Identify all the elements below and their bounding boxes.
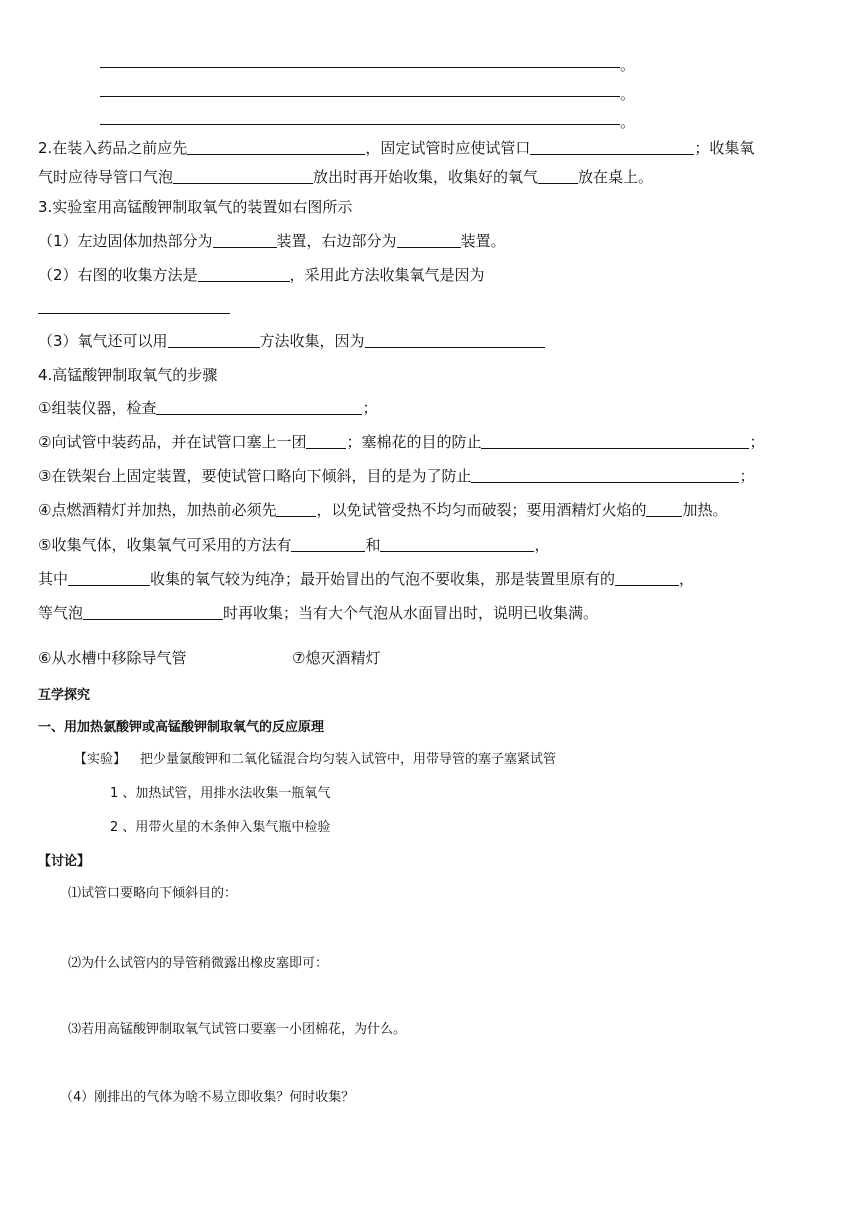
blank[interactable] <box>276 500 316 517</box>
experiment-step-1: 1 、加热试管，用排水法收集一瓶氧气 <box>110 786 331 801</box>
answer-rule-3 <box>100 124 620 125</box>
rule-end-mark-2: 。 <box>620 85 636 103</box>
discussion-q3: ⑶若用高锰酸钾制取氧气试管口要塞一小团棉花，为什么。 <box>68 1022 407 1037</box>
q3-title: 3.实验室用高锰酸钾制取氧气的装置如右图所示 <box>38 198 353 216</box>
q4-l3-text-a: 等气泡 <box>38 604 84 622</box>
blank[interactable] <box>397 231 461 248</box>
discussion-q1: ⑴试管口要略向下倾斜目的： <box>68 886 238 901</box>
q4-st5-text-b: 和 <box>365 536 381 554</box>
q4-st3-text-b: ； <box>739 467 755 485</box>
q2-text-4: 气时应待导管口气泡 <box>38 168 174 186</box>
blank[interactable] <box>538 167 578 184</box>
q2-text-2: ，固定试管时应使试管口 <box>365 139 531 157</box>
blank[interactable] <box>615 569 679 586</box>
q4-st4-text-b: ，以免试管受热不均匀而破裂；要用酒精灯火焰的 <box>316 501 647 519</box>
q4-st5-text-c: ， <box>534 536 550 554</box>
discussion-label: 【讨论】 <box>38 854 91 869</box>
section-heading: 互学探究 <box>38 688 91 703</box>
blank[interactable] <box>291 535 365 552</box>
discussion-q2: ⑵为什么试管内的导管稍微露出橡皮塞即可： <box>68 956 329 971</box>
q2-line-2 <box>38 166 653 187</box>
q4-st2-text-c: ； <box>749 433 765 451</box>
q2-line-1 <box>38 137 754 158</box>
blank[interactable] <box>68 569 150 586</box>
q4-step-5-line-2 <box>38 568 694 589</box>
blank[interactable] <box>646 500 682 517</box>
q3-s1-text-a: （1）左边固体加热部分为 <box>38 232 213 250</box>
q4-title: 4.高锰酸钾制取氧气的步骤 <box>38 366 218 384</box>
q3-s1-text-b: 装置，右边部分为 <box>276 232 397 250</box>
q4-st2-text-b: ；塞棉花的目的防止 <box>346 433 482 451</box>
q2-text-1: 2.在装入药品之前应先 <box>38 139 188 157</box>
experiment-text: 把少量氯酸钾和二氧化锰混合均匀装入试管中，用带导管的塞子塞紧试管 <box>140 752 557 767</box>
q4-step-5 <box>38 534 549 555</box>
q3-s2-text-a: （2）右图的收集方法是 <box>38 266 198 284</box>
blank[interactable] <box>168 331 260 348</box>
q4-st4-text-c: 加热。 <box>682 501 728 519</box>
blank[interactable] <box>173 167 313 184</box>
blank[interactable] <box>213 231 277 248</box>
blank[interactable] <box>306 432 346 449</box>
q3-answer-rule <box>38 313 230 314</box>
blank[interactable] <box>380 535 534 552</box>
blank[interactable] <box>187 138 365 155</box>
q4-l3-text-b: 时再收集；当有大个气泡从水面冒出时，说明已收集满。 <box>223 604 599 622</box>
q4-st2-text-a: ②向试管中装药品，并在试管口塞上一团 <box>38 433 307 451</box>
experiment-label: 【实验】 <box>74 752 127 767</box>
q4-l2-text-a: 其中 <box>38 570 69 588</box>
q4-st4-text-a: ④点燃酒精灯并加热，加热前必须先 <box>38 501 277 519</box>
blank[interactable] <box>365 331 545 348</box>
q4-step-2 <box>38 431 764 452</box>
q4-step-1 <box>38 397 377 418</box>
q4-step-6: ⑥从水槽中移除导气管 <box>38 649 187 667</box>
blank[interactable] <box>481 432 749 449</box>
q3-s3-text-a: （3）氧气还可以用 <box>38 332 168 350</box>
blank[interactable] <box>530 138 694 155</box>
q4-st3-text-a: ③在铁架台上固定装置，要使试管口略向下倾斜，目的是为了防止 <box>38 467 472 485</box>
q4-st5-text-a: ⑤收集气体，收集氧气可采用的方法有 <box>38 536 292 554</box>
blank[interactable] <box>471 466 739 483</box>
rule-end-mark-3: 。 <box>620 113 636 131</box>
q3-s1-text-c: 装置。 <box>460 232 506 250</box>
rule-end-mark-1: 。 <box>620 56 636 74</box>
answer-rule-1 <box>100 67 620 68</box>
q3-sub-2 <box>38 264 485 285</box>
q2-text-5: 放出时再开始收集，收集好的氧气 <box>313 168 539 186</box>
answer-rule-2 <box>100 96 620 97</box>
q3-sub-1 <box>38 230 506 251</box>
q2-text-6: 放在桌上。 <box>578 168 654 186</box>
q3-s2-text-b: ，采用此方法收集氧气是因为 <box>289 266 485 284</box>
experiment-line <box>74 748 556 767</box>
q4-step-4 <box>38 499 727 520</box>
q4-st1-text-b: ； <box>362 399 378 417</box>
blank[interactable] <box>198 265 290 282</box>
discussion-q4: （4）刚排出的气体为啥不易立即收集？何时收集？ <box>60 1090 355 1105</box>
q3-sub-3 <box>38 330 545 351</box>
q4-step-5-line-3 <box>38 602 598 623</box>
q4-st1-text-a: ①组装仪器，检查 <box>38 399 157 417</box>
experiment-step-2: 2 、用带火星的木条伸入集气瓶中检验 <box>110 820 331 835</box>
blank[interactable] <box>83 603 223 620</box>
q4-l2-text-c: ， <box>679 570 695 588</box>
q4-step-3 <box>38 465 754 486</box>
section-1-title: 一、用加热氯酸钾或高锰酸钾制取氧气的反应原理 <box>38 720 325 735</box>
q4-l2-text-b: 收集的氧气较为纯净；最开始冒出的气泡不要收集，那是装置里原有的 <box>150 570 616 588</box>
blank[interactable] <box>156 398 362 415</box>
q4-step-7: ⑦熄灭酒精灯 <box>292 649 381 667</box>
q3-s3-text-b: 方法收集，因为 <box>259 332 365 350</box>
q2-text-3: ；收集氧 <box>694 139 755 157</box>
